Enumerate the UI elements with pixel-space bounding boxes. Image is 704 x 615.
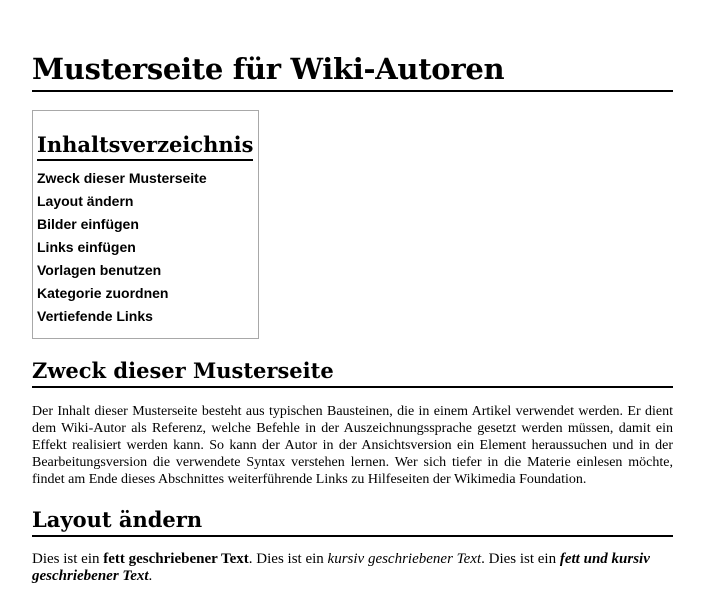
toc-link-vertiefende[interactable]: Vertiefende Links (37, 308, 153, 324)
text-run-plain: . Dies ist ein (248, 551, 328, 567)
bold-text: fett geschriebener Text (103, 551, 249, 567)
toc-list (37, 167, 253, 328)
section-text-layout (32, 551, 673, 585)
section-text-zweck: Der Inhalt dieser Musterseite besteht aus typischen Bausteinen, die in einem Artikel verwendet werden. Er dient dem Wiki-Autor als Referenz, welche Befehle in der Auszeichnungssprache gesetzt werden müssen, damit ein Effekt realisiert werden kann. So kann der Autor in der Ansichtsversion ein Element heraussuchen und in der Bearbeitungsversion die verwendete Syntax verstehen lernen. Wer sich tiefer in die Materie einlesen möchte, findet am Ende dieses Abschnittes weiterführende Links zu Hilfeseiten der Wikimedia Foundation. (32, 404, 673, 487)
toc-link-zweck[interactable]: Zweck dieser Musterseite (37, 170, 207, 186)
bold-italic-text-inner: fett und kursiv geschriebener Text (32, 551, 650, 584)
toc-link-vorlagen[interactable]: Vorlagen benutzen (37, 262, 162, 278)
toc-heading: Inhaltsverzeichnis (37, 133, 253, 161)
toc-link-layout[interactable]: Layout ändern (37, 193, 134, 209)
wiki-page (32, 0, 673, 585)
section-heading-zweck: Zweck dieser Musterseite (32, 358, 673, 388)
text-run-plain: . Dies ist ein (481, 551, 560, 567)
text-run-plain: . (148, 568, 153, 584)
section-heading-layout: Layout ändern (32, 507, 673, 537)
toc-link-bilder[interactable]: Bilder einfügen (37, 216, 139, 232)
text-run-plain: Dies ist ein (32, 551, 104, 567)
page-title: Musterseite für Wiki-Autoren (32, 54, 673, 92)
table-of-contents (32, 110, 259, 339)
italic-text: kursiv geschriebener Text (327, 551, 482, 567)
toc-link-kategorie[interactable]: Kategorie zuordnen (37, 285, 169, 301)
toc-link-links[interactable]: Links einfügen (37, 239, 136, 255)
